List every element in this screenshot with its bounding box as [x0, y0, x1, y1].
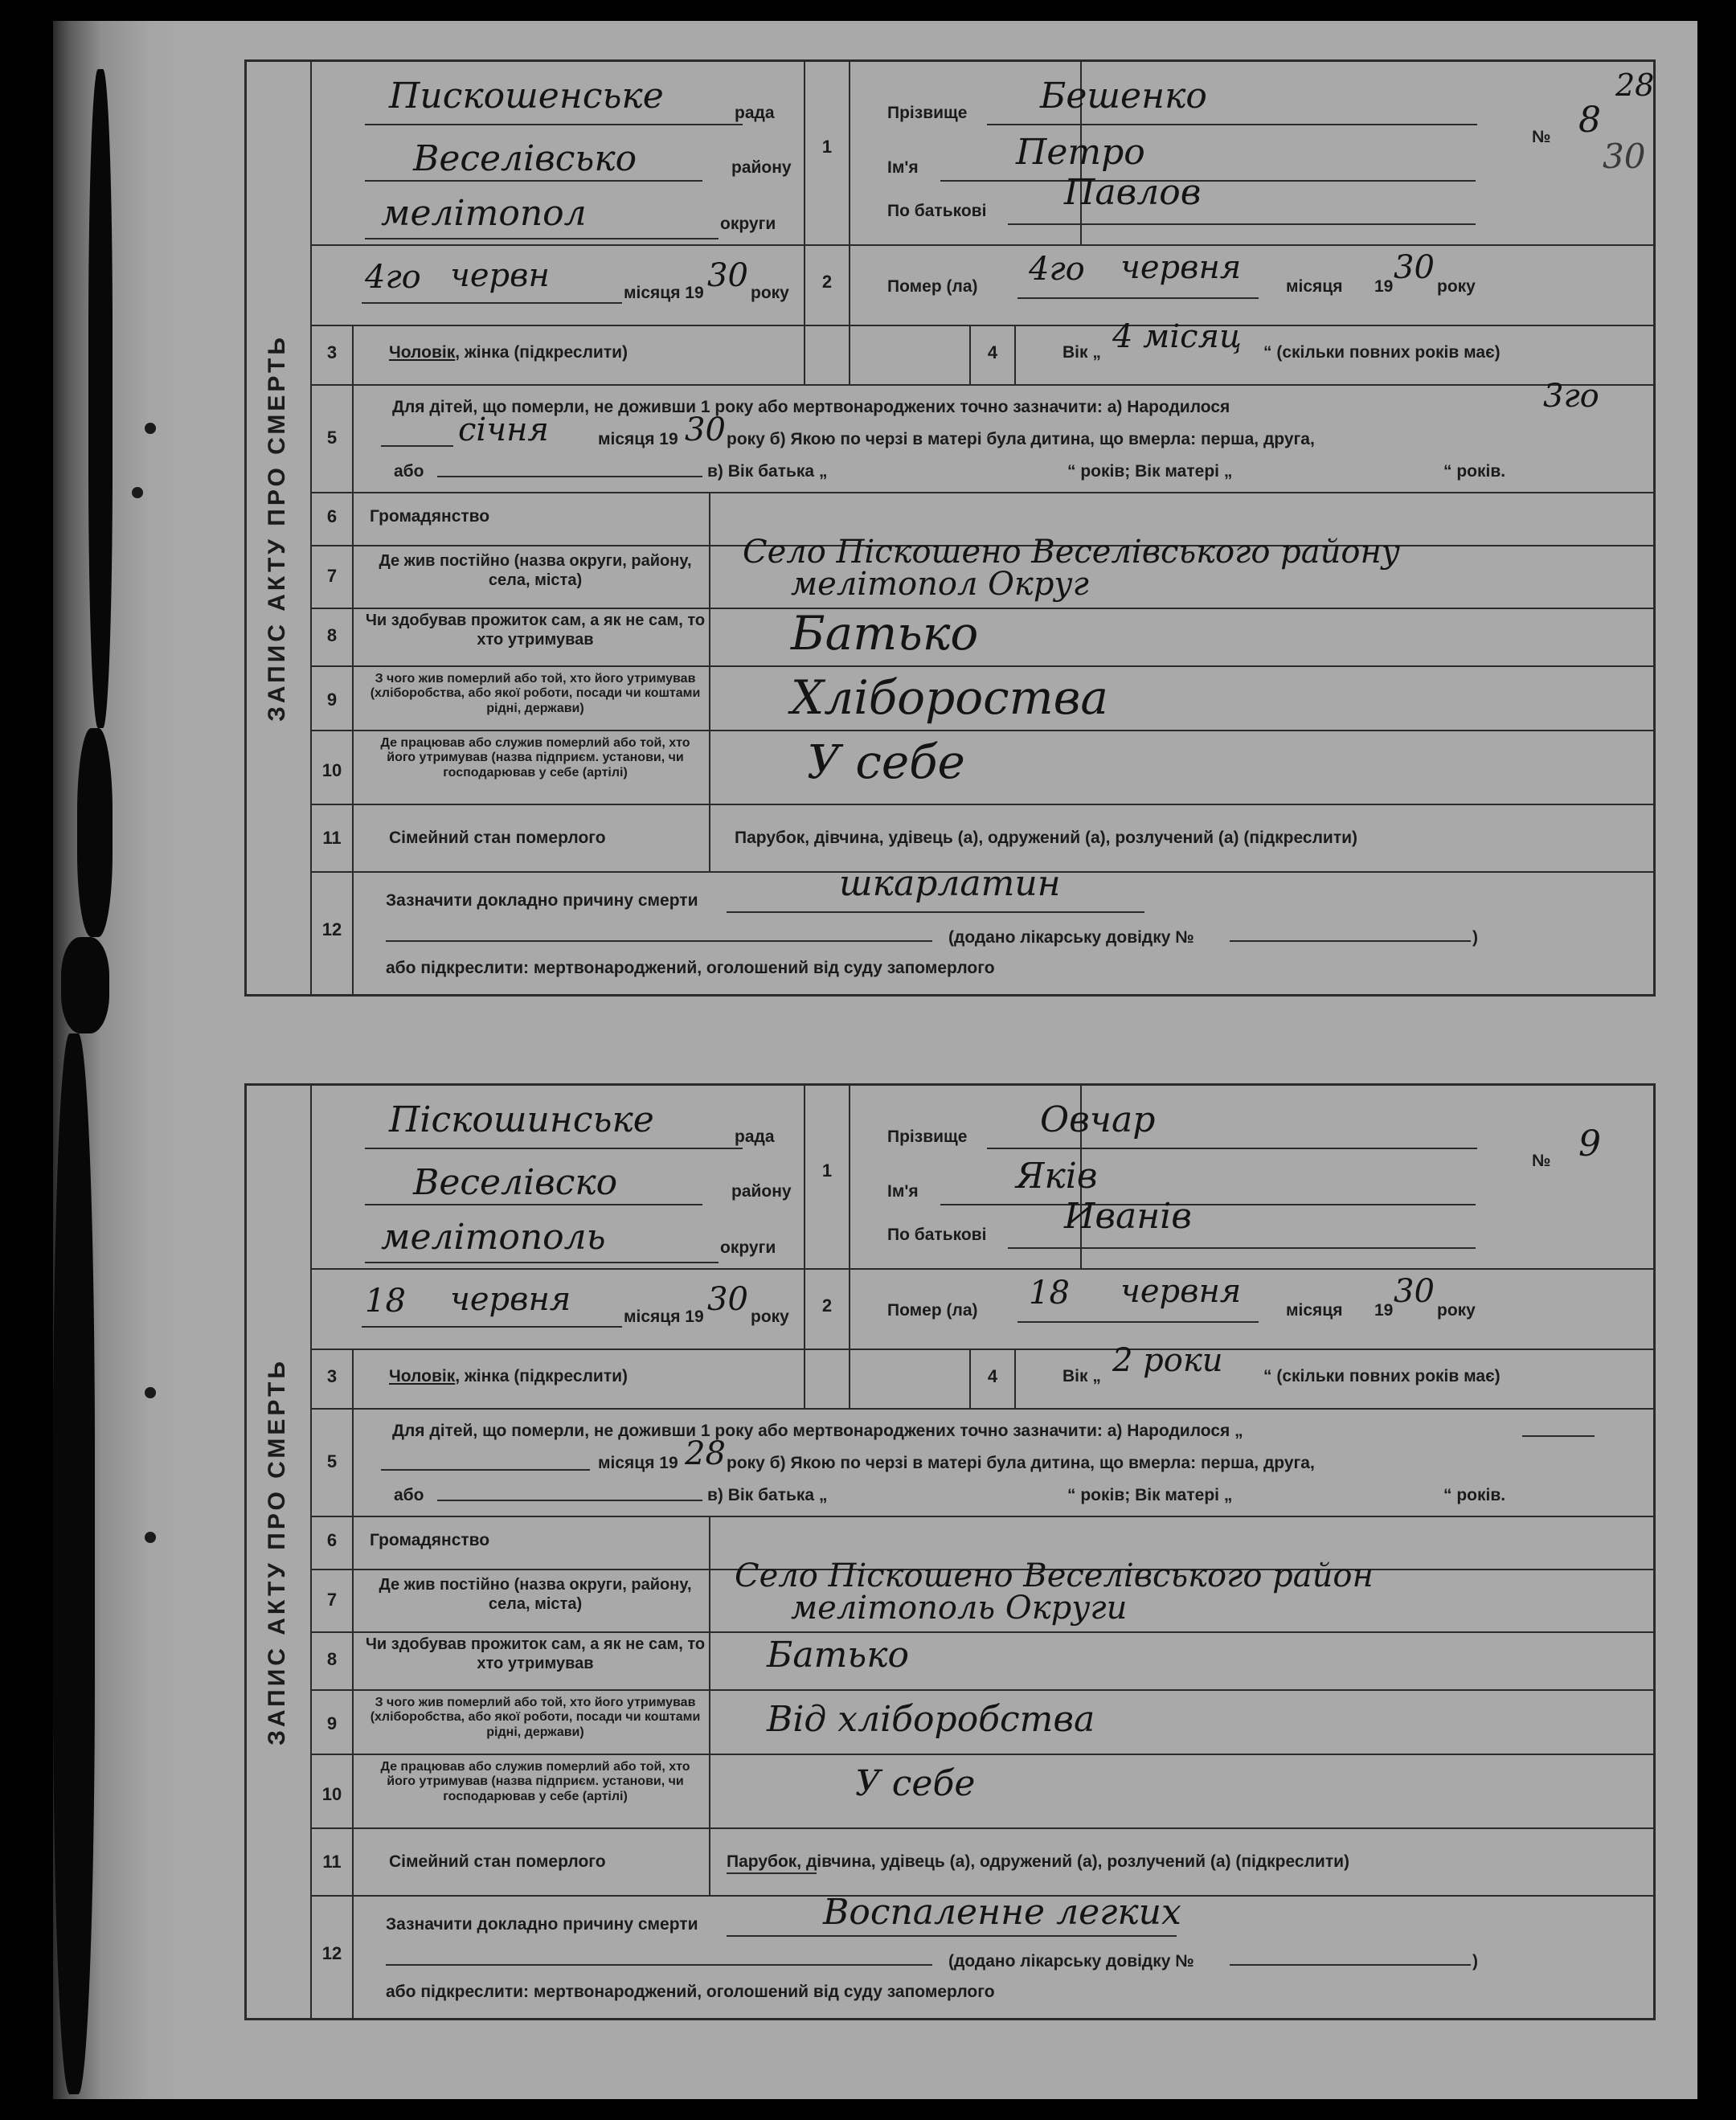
reg-year: 30	[707, 1281, 748, 1318]
age-label: Вік „	[1062, 1367, 1101, 1385]
marital-options: Парубок, дівчина, удівець (а), одружений (а), розлучений (а) (підкреслити)	[727, 1852, 1350, 1871]
workplace-value: У себе	[807, 735, 965, 789]
name-label: Ім'я	[887, 158, 919, 177]
support-label: Чи здобував прожиток сам, а як не сам, то хто утримував	[365, 612, 706, 649]
died-month: червня	[1120, 1273, 1242, 1310]
patronymic-label: По батькові	[887, 1226, 987, 1244]
workplace-label: Де працював або служив померлий або той, хто його утримував (назва підприєм. установи, чи господарював у себе (артілі)	[380, 1760, 690, 1803]
marital-label: Сімейний стан померлого	[389, 1852, 606, 1871]
punch-hole	[145, 1387, 156, 1398]
livelihood-value: Від хліборобства	[767, 1699, 1095, 1740]
record-side-title: ЗАПИС АКТУ ПРО СМЕРТЬ	[264, 334, 291, 722]
punch-hole	[132, 487, 143, 498]
raion-label: району	[731, 1182, 792, 1201]
livelihood-label: З чого жив померлий або той, хто його утримував (хліборобства, або якої роботи, посади чи коштами рідні, держави)	[370, 1696, 701, 1739]
reg-year: 30	[707, 257, 748, 294]
punch-hole	[145, 1532, 156, 1543]
sex-field: Чоловік, жінка (підкреслити)	[389, 1367, 628, 1385]
raion-value: Веселівсько	[413, 138, 637, 179]
residence-value-1: Село Піскошено Веселівського району	[743, 534, 1400, 571]
marital-label: Сімейний стан померлого	[389, 829, 606, 847]
cause-label: Зазначити докладно причину смерти	[386, 891, 698, 910]
death-record-2: ЗАПИС АКТУ ПРО СМЕРТЬ Піскошинське рада Веселівско району мелітополь округи 18 червня місяця 19 30 року 1 2 Прізвище Овчар Ім'я Яків По батькові Иванів № 9 Помер (ла) 18 червня місяця 19 30 року 3 Чоловік, жінка (підкреслити) 4 Вік „ 2 роки “ (скільки повних років має) 5 Для дітей, що померли, не доживши 1 року або мертвонароджених точно зазначити: а) Народилося „ місяця 19 28 року б) Якою по черзі в матері була дитина, що вмерла: перша, друга, або в) Вік батька „ “ років; Вік матері „ “ років. 6 Громадянство 7 Де жив постійно (назва округи, району, села, міста) Село Піскошено Веселівського район мелітополь Округи 8 Чи здобував прожиток сам, а як не сам, то хто утримував Батько 9 З чого жив померлий або той, хто його утримував (хліборобства, або якої роботи, посади чи коштами рідні, держави) Від хліборобства 10 Де працював або служив померлий або той, хто його утримував (назва підприєм. установи, чи господарював у себе (артілі) У себе 11 Сімейний стан померлого Парубок, дівчина, удівець (а), одружений (а), розлучений (а) (підкреслити) 12 Зазначити докладно причину смерти Воспаленне легких (додано лікарську довідку № ) або підкреслити: мертвонароджений, оголошений від суду запомерлого	[244, 1083, 1656, 2020]
reg-month: червня	[450, 1281, 571, 1318]
reg-day: 18	[365, 1283, 406, 1320]
okruha-label: округи	[720, 1238, 776, 1257]
reg-year-label: року	[751, 1308, 789, 1326]
livelihood-label: З чого жив померлий або той, хто його утримував (хліборобства, або якої роботи, посади чи коштами рідні, держави)	[370, 672, 701, 715]
residence-value-2: мелітополь Округи	[791, 1590, 1128, 1627]
died-year: 30	[1394, 249, 1435, 286]
binding-tear	[61, 937, 109, 1033]
okruha-value: мелітопол	[381, 193, 587, 234]
binding-tear	[77, 728, 113, 937]
cause-value: шкарлатин	[839, 863, 1061, 904]
residence-value-2: мелітопол Округ	[791, 566, 1089, 603]
died-month: червня	[1120, 249, 1242, 286]
reg-year-label: року	[751, 284, 789, 302]
residence-value-1: Село Піскошено Веселівського район	[735, 1557, 1374, 1594]
workplace-label: Де працював або служив померлий або той, хто його утримував (назва підприєм. установи, чи господарював у себе (артілі)	[380, 736, 690, 780]
name-value: Петро	[1016, 132, 1145, 173]
age-value: 2 роки	[1112, 1342, 1223, 1379]
residence-label: Де жив постійно (назва округи, району, села, міста)	[379, 552, 692, 589]
punch-hole	[145, 423, 156, 434]
support-value: Батько	[767, 1635, 910, 1676]
raion-label: району	[731, 158, 792, 177]
record-number-extra: 28	[1615, 68, 1655, 103]
surname-value: Овчар	[1040, 1099, 1156, 1140]
okruha-label: округи	[720, 215, 776, 233]
age-label: Вік „	[1062, 343, 1101, 362]
surname-label: Прізвище	[887, 104, 968, 122]
name-value: Яків	[1016, 1156, 1098, 1197]
citizenship-label: Громадянство	[370, 1531, 490, 1549]
died-month-label: місяця	[1286, 1301, 1343, 1320]
sex-field: Чоловік, жінка (підкреслити)	[389, 343, 628, 362]
died-label: Помер (ла)	[887, 277, 978, 296]
surname-label: Прізвище	[887, 1128, 968, 1146]
binding-tear	[88, 69, 113, 728]
cause-value: Воспаленне легких	[823, 1892, 1181, 1933]
okruha-value: мелітополь	[381, 1217, 606, 1258]
died-label: Помер (ла)	[887, 1301, 978, 1320]
died-day: 4го	[1029, 251, 1085, 288]
record-number-extra2: 30	[1603, 137, 1646, 176]
died-day: 18	[1029, 1275, 1070, 1312]
surname-value: Бешенко	[1040, 76, 1207, 117]
name-label: Ім'я	[887, 1182, 919, 1201]
died-month-label: місяця	[1286, 277, 1343, 296]
reg-month: червн	[450, 257, 550, 294]
record-side-title: ЗАПИС АКТУ ПРО СМЕРТЬ	[264, 1358, 291, 1746]
record-number: 9	[1578, 1123, 1601, 1164]
age-value: 4 місяц	[1112, 318, 1242, 355]
binding-tear	[53, 1033, 95, 2094]
citizenship-label: Громадянство	[370, 507, 490, 526]
patronymic-value: Иванів	[1064, 1196, 1192, 1237]
residence-label: Де жив постійно (назва округи, району, села, міста)	[379, 1576, 692, 1613]
rada-label: рада	[735, 104, 775, 122]
record-number-label: №	[1532, 1152, 1551, 1170]
reg-month-label: місяця 19	[624, 1308, 704, 1326]
record-number-label: №	[1532, 128, 1551, 146]
rada-label: рада	[735, 1128, 775, 1146]
rada-value: Піскошинське	[389, 1099, 654, 1140]
raion-value: Веселівско	[413, 1162, 618, 1203]
patronymic-label: По батькові	[887, 202, 987, 220]
reg-month-label: місяця 19	[624, 284, 704, 302]
support-value: Батько	[791, 606, 979, 661]
cause-label: Зазначити докладно причину смерти	[386, 1915, 698, 1934]
rada-value: Пискошенське	[389, 76, 664, 117]
death-record-1: ЗАПИС АКТУ ПРО СМЕРТЬ Пискошенське рада Веселівсько району мелітопол округи 4го червн місяця 19 30 року 1 2 Прізвище Бешенко Ім'я Петро По батькові Павлов № 8 28 30 Помер (ла) 4го червня місяця 19 30 року 3 Чоловік, жінка (підкреслити) 4 Вік „ 4 місяц “ (скільки повних років має) 5 Для дітей, що померли, не доживши 1 року або мертвонароджених точно зазначити: а) Народилося 3го січня місяця 19 30 року б) Якою по черзі в матері була дитина, що вмерла: перша, друга, або в) Вік батька „ “ років; Вік матері „ “ років. 6 Громадянство 7 Де жив постійно (назва округи, району, села, міста) Село Піскошено Веселівського району мелітопол Округ 8 Чи здобував прожиток сам, а як не сам, то хто утримував Батько 9 З чого жив померлий або той, хто його утримував (хліборобства, або якої роботи, посади чи коштами рідні, держави) Хлібороства 10 Де працював або служив померлий або той, хто його утримував (назва підприєм. установи, чи господарював у себе (артілі) У себе 11 Сімейний стан померлого Парубок, дівчина, удівець (а), одружений (а), розлучений (а) (підкреслити) 12 Зазначити докладно причину смерти шкарлатин (додано лікарську довідку № ) або підкреслити: мертвонароджений, оголошений від суду запомерлого	[244, 59, 1656, 997]
reg-day: 4го	[365, 259, 421, 296]
workplace-value: У себе	[855, 1763, 976, 1804]
record-number: 8	[1578, 100, 1601, 141]
patronymic-value: Павлов	[1064, 172, 1202, 213]
livelihood-value: Хлібороства	[791, 670, 1108, 725]
marital-options: Парубок, дівчина, удівець (а), одружений (а), розлучений (а) (підкреслити)	[735, 829, 1358, 847]
died-year: 30	[1394, 1273, 1435, 1310]
support-label: Чи здобував прожиток сам, а як не сам, то хто утримував	[365, 1635, 706, 1672]
